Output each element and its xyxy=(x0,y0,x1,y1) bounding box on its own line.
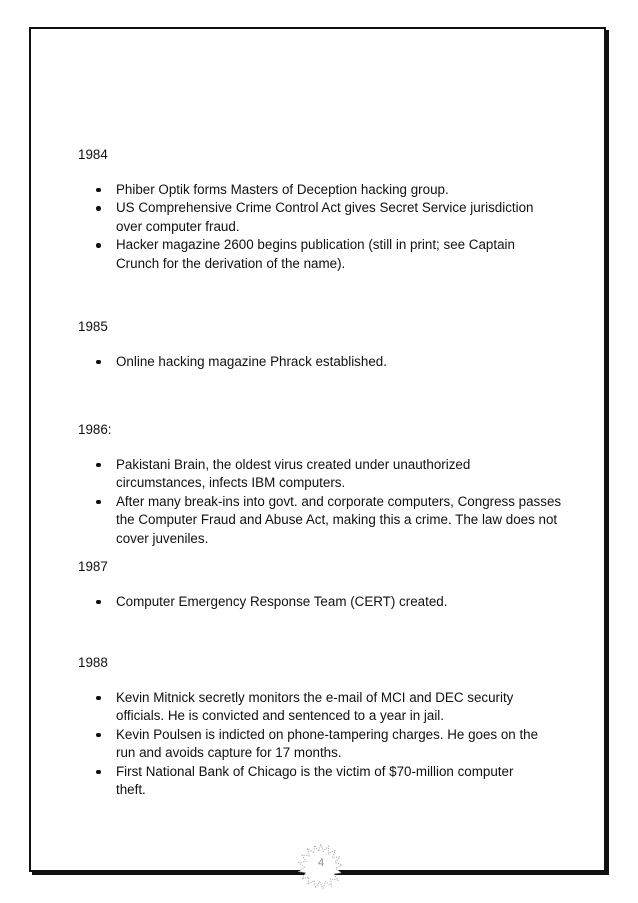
list-item: First National Bank of Chicago is the victim of $70-million computer theft. xyxy=(116,763,536,800)
list-item: Pakistani Brain, the oldest virus created under unauthorized circumstances, infects IBM computers. xyxy=(116,456,496,493)
year-heading: 1988 xyxy=(78,655,108,670)
year-section-1988 xyxy=(78,654,568,800)
year-heading: 1987 xyxy=(78,559,108,574)
list-item: Phiber Optik forms Masters of Deception hacking group. xyxy=(116,181,568,200)
year-section-1987 xyxy=(78,558,568,611)
year-heading: 1985 xyxy=(78,319,108,334)
event-list xyxy=(78,181,568,274)
list-item: Hacker magazine 2600 begins publication (still in print; see Captain Crunch for the derivation of the name). xyxy=(116,236,556,273)
event-list xyxy=(78,689,568,800)
list-item: US Comprehensive Crime Control Act gives Secret Service jurisdiction over computer fraud. xyxy=(116,199,546,236)
event-list xyxy=(78,456,568,549)
list-item: Kevin Poulsen is indicted on phone-tampering charges. He goes on the run and avoids capture for 17 months. xyxy=(116,726,556,763)
page-number-badge xyxy=(297,842,345,890)
year-section-1985 xyxy=(78,318,568,371)
year-heading: 1986: xyxy=(78,422,112,437)
year-section-1986 xyxy=(78,421,568,548)
list-item: Online hacking magazine Phrack established. xyxy=(116,353,568,372)
year-section-1984 xyxy=(78,146,568,273)
event-list xyxy=(78,353,568,372)
year-heading: 1984 xyxy=(78,147,108,162)
list-item: Computer Emergency Response Team (CERT) created. xyxy=(116,593,568,612)
list-item: After many break-ins into govt. and corporate computers, Congress passes the Computer Fraud and Abuse Act, making this a crime. The law does not cover juveniles. xyxy=(116,493,566,549)
event-list xyxy=(78,593,568,612)
list-item: Kevin Mitnick secretly monitors the e-mail of MCI and DEC security officials. He is convicted and sentenced to a year in jail. xyxy=(116,689,556,726)
page-number: 4 xyxy=(317,857,325,869)
